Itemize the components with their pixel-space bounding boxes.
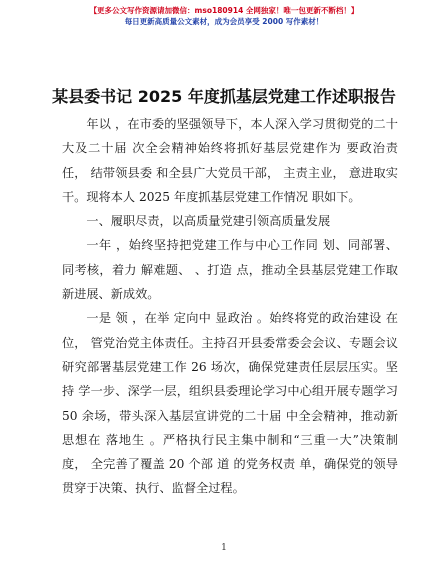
promo-banner-line-1: 【更多公文写作资源请加微信：mso180914 全网独家！唯一包更新不断档！】	[89, 6, 359, 15]
promo-banner-line-2: 每日更新高质量公文素材，成为会员享受 2000 写作素材！	[124, 17, 324, 26]
section-heading-1: 一、履职尽责，以高质量党建引领高质量发展	[86, 214, 331, 229]
page-number: 1	[221, 543, 227, 553]
document-body	[62, 112, 398, 501]
promo-banner	[0, 5, 448, 27]
intro-paragraph: 年以 ，在市委的坚强领导下，本人深入学习贯彻党的二十大及二十届 次全会精神始终将抓好基层党建作为 要政治责任， 结带领县委 和全县广大党员干部， 主责主业， 意进取实干。现将本人 2025 年度抓基层党建工作情况 职如下。	[62, 117, 398, 204]
body-paragraph-1: 一年 ，始终坚持把党建工作与中心工作同 划、同部署、同考核，着力 解难题、 、打造 点，推动全县基层党建工作取 新进展、新成效。	[62, 238, 398, 302]
document-title: 某县委书记 2025 年度抓基层党建工作述职报告	[52, 87, 396, 106]
body-paragraph-2: 一是 领 ，在举 定向中 显政治 。始终将党的政治建设 在 位， 管党治党主体责任。主持召开县委常委会会议、专题会议研究部署基层党建工作 26 场次，确保党建责任层层压实。坚持 学一步、深学一层，组织县委理论学习中心组开展专题学习 50 余场，带头深入基层宣讲党的二十届 中全会精神，推动新思想在 落地生 。严格执行民主集中制和“三重一大”决策制度， 全完善了覆盖 20 个部 道 的党务权责 单，确保党的领导贯穿于决策、执行、监督全过程。	[62, 311, 398, 496]
